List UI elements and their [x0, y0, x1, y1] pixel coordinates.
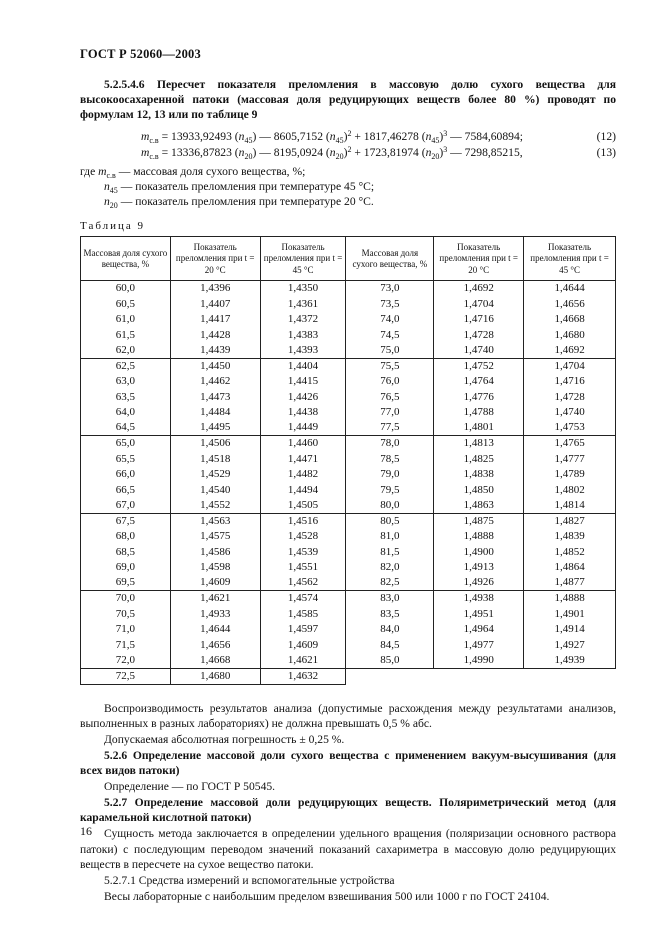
header-cell: Массовая доля сухого вещества, % [81, 237, 171, 281]
table-cell: 1,4597 [260, 622, 346, 638]
table-cell: 66,5 [81, 482, 171, 498]
table-cell: 77,5 [346, 420, 434, 436]
table-cell: 1,4692 [434, 281, 524, 297]
table-body [81, 281, 616, 685]
table-cell: 1,4764 [434, 374, 524, 390]
table-cell: 70,5 [81, 606, 171, 622]
table-cell: 1,4415 [260, 374, 346, 390]
table-cell: 79,5 [346, 482, 434, 498]
table-cell: 1,4914 [524, 622, 616, 638]
table-cell: 1,4473 [170, 389, 260, 405]
table-cell: 1,4396 [170, 281, 260, 297]
table-cell: 1,4552 [170, 498, 260, 514]
table-cell: 1,4609 [260, 637, 346, 653]
table-cell: 1,4621 [260, 653, 346, 669]
table-cell: 1,4716 [524, 374, 616, 390]
table-cell: 1,4484 [170, 405, 260, 421]
section-5-2-7: 5.2.7 Определение массовой доли редуцирующих веществ. Поляриметрический метод (для карамельной кислотной патоки) [80, 796, 616, 825]
table-cell: 1,4777 [524, 451, 616, 467]
table-cell: 69,5 [81, 575, 171, 591]
table-cell: 1,4506 [170, 436, 260, 452]
table-cell: 1,4505 [260, 498, 346, 514]
formula-13 [141, 145, 616, 161]
table-row [81, 420, 616, 436]
table-cell: 69,0 [81, 560, 171, 576]
table-cell: 1,4528 [260, 529, 346, 545]
table-cell: 1,4827 [524, 513, 616, 529]
table-cell: 74,0 [346, 312, 434, 328]
table-cell: 1,4462 [170, 374, 260, 390]
table-cell: 1,4529 [170, 467, 260, 483]
table-cell: 70,0 [81, 591, 171, 607]
table-cell: 74,5 [346, 327, 434, 343]
table-cell: 1,4621 [170, 591, 260, 607]
table-cell: 1,4575 [170, 529, 260, 545]
table-cell: 60,0 [81, 281, 171, 297]
table-cell: 1,4350 [260, 281, 346, 297]
table-cell: 1,4728 [524, 389, 616, 405]
table-row [81, 358, 616, 374]
table-row [81, 575, 616, 591]
table-row [81, 296, 616, 312]
table-cell: 1,4417 [170, 312, 260, 328]
table-cell: 1,4765 [524, 436, 616, 452]
table-cell: 80,5 [346, 513, 434, 529]
table-cell: 1,4668 [170, 653, 260, 669]
table-row [81, 327, 616, 343]
page-content [80, 77, 616, 905]
table-cell: 1,4951 [434, 606, 524, 622]
table-cell: 1,4383 [260, 327, 346, 343]
table-cell: 1,4926 [434, 575, 524, 591]
table-cell: 1,4586 [170, 544, 260, 560]
table-row [81, 560, 616, 576]
table-cell: 77,0 [346, 405, 434, 421]
table-cell: 1,4609 [170, 575, 260, 591]
table-cell: 80,0 [346, 498, 434, 514]
formula-12 [141, 129, 616, 145]
table-cell: 1,4450 [170, 358, 260, 374]
table-cell: 1,4644 [170, 622, 260, 638]
table-cell: 1,4656 [524, 296, 616, 312]
table-cell: 1,4716 [434, 312, 524, 328]
table-row [81, 389, 616, 405]
table-cell: 1,4460 [260, 436, 346, 452]
table-caption: Таблица 9 [80, 220, 146, 233]
table-cell [524, 668, 616, 684]
table-cell: 1,4439 [170, 343, 260, 359]
table-cell: 64,5 [81, 420, 171, 436]
table-cell: 63,0 [81, 374, 171, 390]
table-cell: 1,4801 [434, 420, 524, 436]
table-cell: 1,4838 [434, 467, 524, 483]
table-cell: 83,5 [346, 606, 434, 622]
table-cell [346, 668, 434, 684]
table-cell: 1,4728 [434, 327, 524, 343]
table-row [81, 451, 616, 467]
table-cell: 1,4644 [524, 281, 616, 297]
para-reproducibility: Воспроизводимость результатов анализа (допустимые расхождения между результатами анализов, выполненных в разных лабораториях) не должна превышать 0,5 % абс. [80, 701, 616, 731]
table-cell: 1,4977 [434, 637, 524, 653]
table-cell: 68,5 [81, 544, 171, 560]
table-cell: 1,4802 [524, 482, 616, 498]
table-row [81, 653, 616, 669]
table-cell: 81,5 [346, 544, 434, 560]
table-cell: 1,4900 [434, 544, 524, 560]
table-cell: 84,5 [346, 637, 434, 653]
table-row [81, 591, 616, 607]
table-cell: 66,0 [81, 467, 171, 483]
table-cell: 60,5 [81, 296, 171, 312]
header-cell: Показатель преломления при t = 20 °С [434, 237, 524, 281]
table-row [81, 513, 616, 529]
table-cell: 1,4539 [260, 544, 346, 560]
table-cell: 85,0 [346, 653, 434, 669]
table-cell [434, 668, 524, 684]
table-cell: 1,4518 [170, 451, 260, 467]
document-header: ГОСТ Р 52060—2003 [80, 47, 201, 61]
table-cell: 81,0 [346, 529, 434, 545]
table-cell: 72,0 [81, 653, 171, 669]
table-cell: 62,0 [81, 343, 171, 359]
data-table [80, 236, 616, 685]
table-row [81, 281, 616, 297]
table-cell: 1,4990 [434, 653, 524, 669]
table-cell: 1,4540 [170, 482, 260, 498]
table-cell: 1,4888 [524, 591, 616, 607]
table-cell: 1,4562 [260, 575, 346, 591]
table-cell: 1,4704 [524, 358, 616, 374]
table-row [81, 637, 616, 653]
table-cell: 1,4877 [524, 575, 616, 591]
table-cell: 1,4825 [434, 451, 524, 467]
header-cell: Массовая доля сухого вещества, % [346, 237, 434, 281]
definition-m: где $m_{с.в}$ — массовая доля сухого вещества, %; [80, 165, 306, 181]
table-row [81, 544, 616, 560]
table-cell: 1,4852 [524, 544, 616, 560]
table-cell: 1,4752 [434, 358, 524, 374]
header-cell: Показатель преломления при t = 45 °С [524, 237, 616, 281]
table-cell: 1,4813 [434, 436, 524, 452]
page-number: 16 [80, 824, 92, 838]
table-cell: 1,4551 [260, 560, 346, 576]
table-cell: 62,5 [81, 358, 171, 374]
table-cell: 1,4426 [260, 389, 346, 405]
table-cell: 71,5 [81, 637, 171, 653]
table-cell: 1,4656 [170, 637, 260, 653]
table-cell: 78,5 [346, 451, 434, 467]
table-cell: 1,4585 [260, 606, 346, 622]
table-cell: 1,4901 [524, 606, 616, 622]
table-row [81, 343, 616, 359]
formulas [80, 129, 616, 161]
table-cell: 1,4788 [434, 405, 524, 421]
para-error: Допускаемая абсолютная погрешность ± 0,25 %. [104, 733, 345, 747]
table-cell: 1,4938 [434, 591, 524, 607]
para-definition: Определение — по ГОСТ Р 50545. [104, 780, 276, 794]
table-cell: 78,0 [346, 436, 434, 452]
section-5-2-6: 5.2.6 Определение массовой доли сухого вещества с применением вакуум-высушивания (для всех видов патоки) [80, 749, 616, 778]
table-header-row [81, 237, 616, 281]
table-cell: 72,5 [81, 668, 171, 684]
table-cell: 1,4574 [260, 591, 346, 607]
table-row [81, 622, 616, 638]
header-cell: Показатель преломления при t = 20 °С [170, 237, 260, 281]
table-cell: 79,0 [346, 467, 434, 483]
table-cell: 63,5 [81, 389, 171, 405]
table-cell: 1,4680 [524, 327, 616, 343]
table-cell: 1,4864 [524, 560, 616, 576]
formula-number: (13) [596, 146, 616, 160]
table-cell: 1,4361 [260, 296, 346, 312]
table-cell: 1,4598 [170, 560, 260, 576]
table-cell: 1,4927 [524, 637, 616, 653]
table-cell: 67,5 [81, 513, 171, 529]
formula-expression: $m_{с.в} = 13336,87823$ $(n_{20})$ — 8195,0924 $(n_{20})^2 + 1723,81974$ $(n_{20})^3$ — 7298,85215, [141, 145, 523, 162]
table-cell: 1,4516 [260, 513, 346, 529]
table-cell: 73,0 [346, 281, 434, 297]
table-cell: 1,4438 [260, 405, 346, 421]
table-cell: 1,4863 [434, 498, 524, 514]
table-row [81, 498, 616, 514]
table-cell: 82,5 [346, 575, 434, 591]
para-method: Сущность метода заключается в определении удельного вращения (поляризации основного раствора патоки) с последующим переводом значений показаний сахариметра в массовую долю редуцирующих веществ в пересчете на сухое вещество патоки. [80, 827, 616, 871]
table-cell: 1,4495 [170, 420, 260, 436]
table-cell: 1,4471 [260, 451, 346, 467]
table-cell: 1,4964 [434, 622, 524, 638]
table-cell: 1,4668 [524, 312, 616, 328]
table-cell: 68,0 [81, 529, 171, 545]
section-5-2-5-4-6: 5.2.5.4.6 Пересчет показателя преломления в массовую долю сухого вещества для высокоосахаренной патоки (массовая доля редуцирующих веществ более 80 %) проводят по формулам 12, 13 или по таблице 9 [80, 78, 616, 122]
after-table-text [80, 701, 616, 904]
table-row [81, 405, 616, 421]
table-cell: 1,4407 [170, 296, 260, 312]
table-cell: 65,5 [81, 451, 171, 467]
definition-n45: $n_{45}$ — показатель преломления при температуре 45 °С; [104, 180, 375, 196]
table-row [81, 606, 616, 622]
table-cell: 65,0 [81, 436, 171, 452]
table-cell: 1,4753 [524, 420, 616, 436]
table-cell: 1,4372 [260, 312, 346, 328]
table-cell: 1,4692 [524, 343, 616, 359]
table-cell: 1,4913 [434, 560, 524, 576]
table-row [81, 482, 616, 498]
table-cell: 1,4888 [434, 529, 524, 545]
section-5-2-7-1: 5.2.7.1 Средства измерений и вспомогательные устройства [104, 873, 395, 887]
table-cell: 1,4839 [524, 529, 616, 545]
table-cell: 1,4482 [260, 467, 346, 483]
variable-definitions [80, 164, 616, 209]
table-cell: 1,4393 [260, 343, 346, 359]
table-cell: 1,4789 [524, 467, 616, 483]
table-cell: 1,4428 [170, 327, 260, 343]
table-cell: 1,4449 [260, 420, 346, 436]
table-cell: 82,0 [346, 560, 434, 576]
table-row [81, 467, 616, 483]
formula-expression: $m_{с.в} = 13933,92493$ $(n_{45})$ — 8605,7152 $(n_{45})^2 + 1817,46278$ $(n_{45})^3$ — 7584,60894; [141, 129, 523, 146]
table-cell: 75,5 [346, 358, 434, 374]
table-cell: 1,4776 [434, 389, 524, 405]
table-cell: 1,4740 [524, 405, 616, 421]
table-row [81, 312, 616, 328]
table-cell: 1,4494 [260, 482, 346, 498]
table-cell: 83,0 [346, 591, 434, 607]
table-cell: 76,5 [346, 389, 434, 405]
table-cell: 76,0 [346, 374, 434, 390]
formula-number: (12) [596, 130, 616, 144]
para-scales: Весы лабораторные с наибольшим пределом взвешивания 500 или 1000 г по ГОСТ 24104. [104, 889, 550, 903]
table-cell: 73,5 [346, 296, 434, 312]
table-cell: 75,0 [346, 343, 434, 359]
table-cell: 1,4939 [524, 653, 616, 669]
table-row [81, 529, 616, 545]
table-cell: 1,4933 [170, 606, 260, 622]
table-row [81, 436, 616, 452]
table-cell: 84,0 [346, 622, 434, 638]
table-cell: 1,4704 [434, 296, 524, 312]
table-cell: 1,4740 [434, 343, 524, 359]
table-cell: 61,0 [81, 312, 171, 328]
header-cell: Показатель преломления при t = 45 °С [260, 237, 346, 281]
table-row [81, 374, 616, 390]
table-cell: 67,0 [81, 498, 171, 514]
definition-n20: $n_{20}$ — показатель преломления при температуре 20 °С. [104, 195, 374, 211]
table-cell: 1,4404 [260, 358, 346, 374]
table-cell: 1,4875 [434, 513, 524, 529]
table-row [81, 668, 616, 684]
table-cell: 1,4632 [260, 668, 346, 684]
table-cell: 64,0 [81, 405, 171, 421]
table-cell: 61,5 [81, 327, 171, 343]
table-cell: 1,4850 [434, 482, 524, 498]
table-cell: 1,4563 [170, 513, 260, 529]
table-cell: 1,4814 [524, 498, 616, 514]
table-cell: 71,0 [81, 622, 171, 638]
table-cell: 1,4680 [170, 668, 260, 684]
